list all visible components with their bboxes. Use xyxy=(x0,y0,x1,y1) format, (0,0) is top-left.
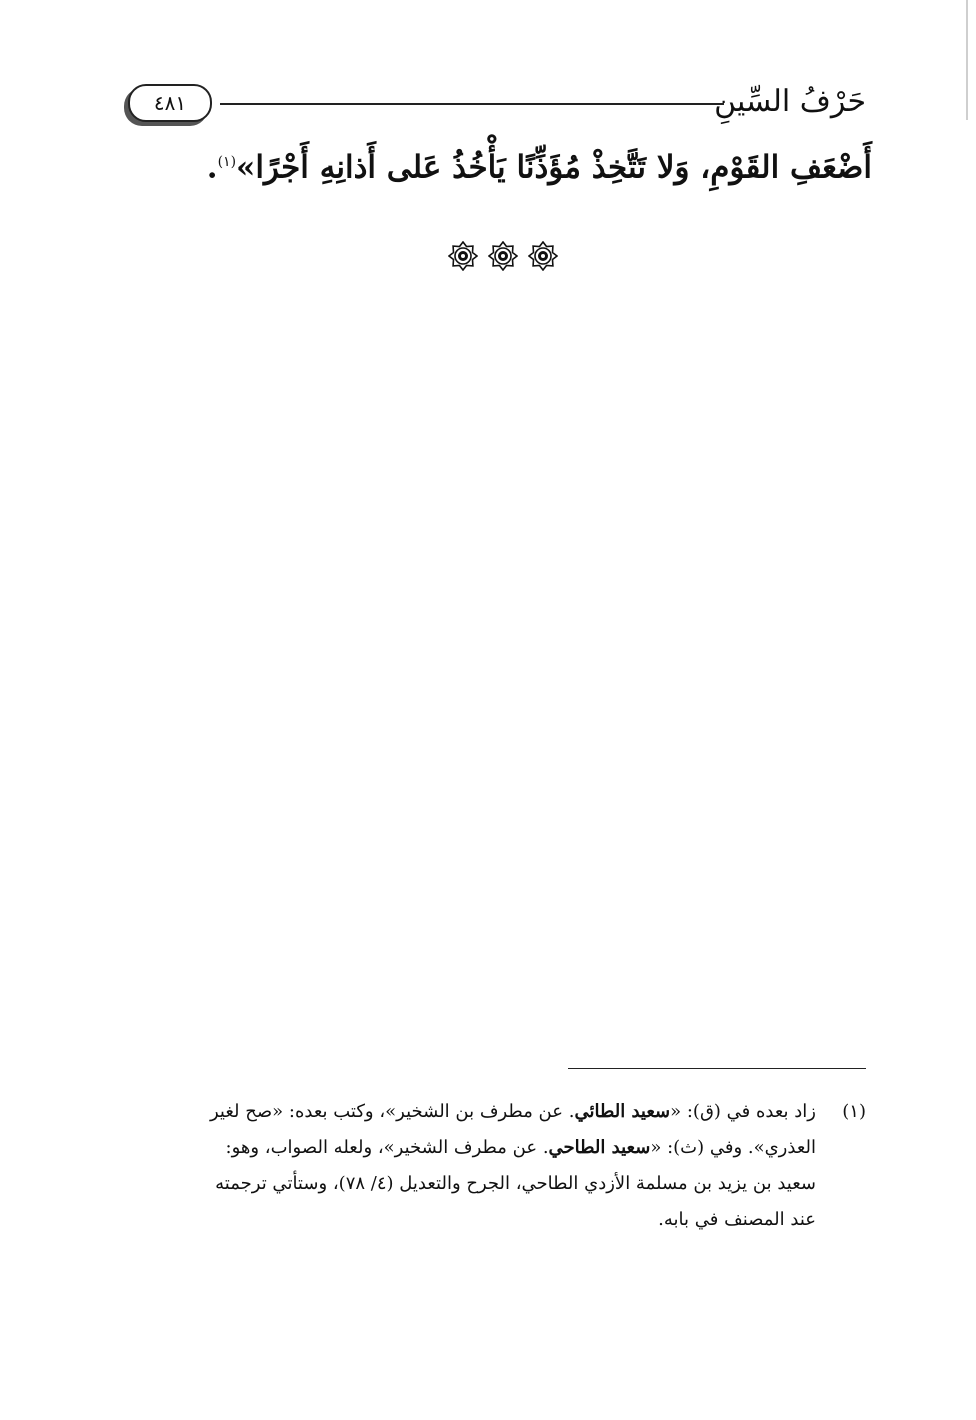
footnote-text: . عن مطرف الشخير»، ولعله الصواب، وهو: xyxy=(225,1137,549,1158)
footnote xyxy=(118,1094,866,1238)
footnote-text: . عن مطرف بن الشخير»، وكتب بعده: «صح لغير xyxy=(210,1101,575,1122)
chapter-title: حَرْفُ السِّينِ xyxy=(714,84,866,119)
footnote-rule xyxy=(568,1068,866,1069)
footnote-line: عند المصنف في بابه. xyxy=(658,1209,816,1230)
footnote-line xyxy=(118,1130,816,1166)
footnote-body xyxy=(118,1094,816,1238)
footnote-text: زاد بعده في (ق): « xyxy=(670,1101,816,1122)
footnote-line: سعيد بن يزيد بن مسلمة الأزدي الطاحي، الجرح والتعديل (٤/ ٧٨)، وستأتي ترجمته xyxy=(215,1173,816,1194)
footnote-line xyxy=(118,1094,816,1130)
footnote-bold-name: سعيد الطائي xyxy=(574,1101,671,1122)
rosette-ornament-icon xyxy=(528,241,558,271)
rosette-ornament-icon xyxy=(488,241,518,271)
page-number-badge: ٤٨١ xyxy=(128,84,212,122)
end-punctuation: . xyxy=(206,149,218,186)
footnote-reference: (١) xyxy=(217,154,237,170)
main-text-line xyxy=(112,136,872,193)
rosette-ornament-icon xyxy=(448,241,478,271)
page-header xyxy=(128,80,866,128)
footnote-marker: (١) xyxy=(842,1101,866,1122)
header-rule xyxy=(220,103,724,105)
footnote-text: العذري». وفي (ث): « xyxy=(650,1137,816,1158)
footnote-bold-name: سعيد الطاحي xyxy=(548,1137,651,1158)
main-text: أَضْعَفِ القَوْمِ، وَلا تَتَّخِذْ مُؤَذِّنًا يَأْخُذُ عَلى أَذانِهِ أَجْرًا» xyxy=(236,149,872,186)
ornament-separator xyxy=(448,236,558,276)
scan-edge-line xyxy=(966,0,968,120)
